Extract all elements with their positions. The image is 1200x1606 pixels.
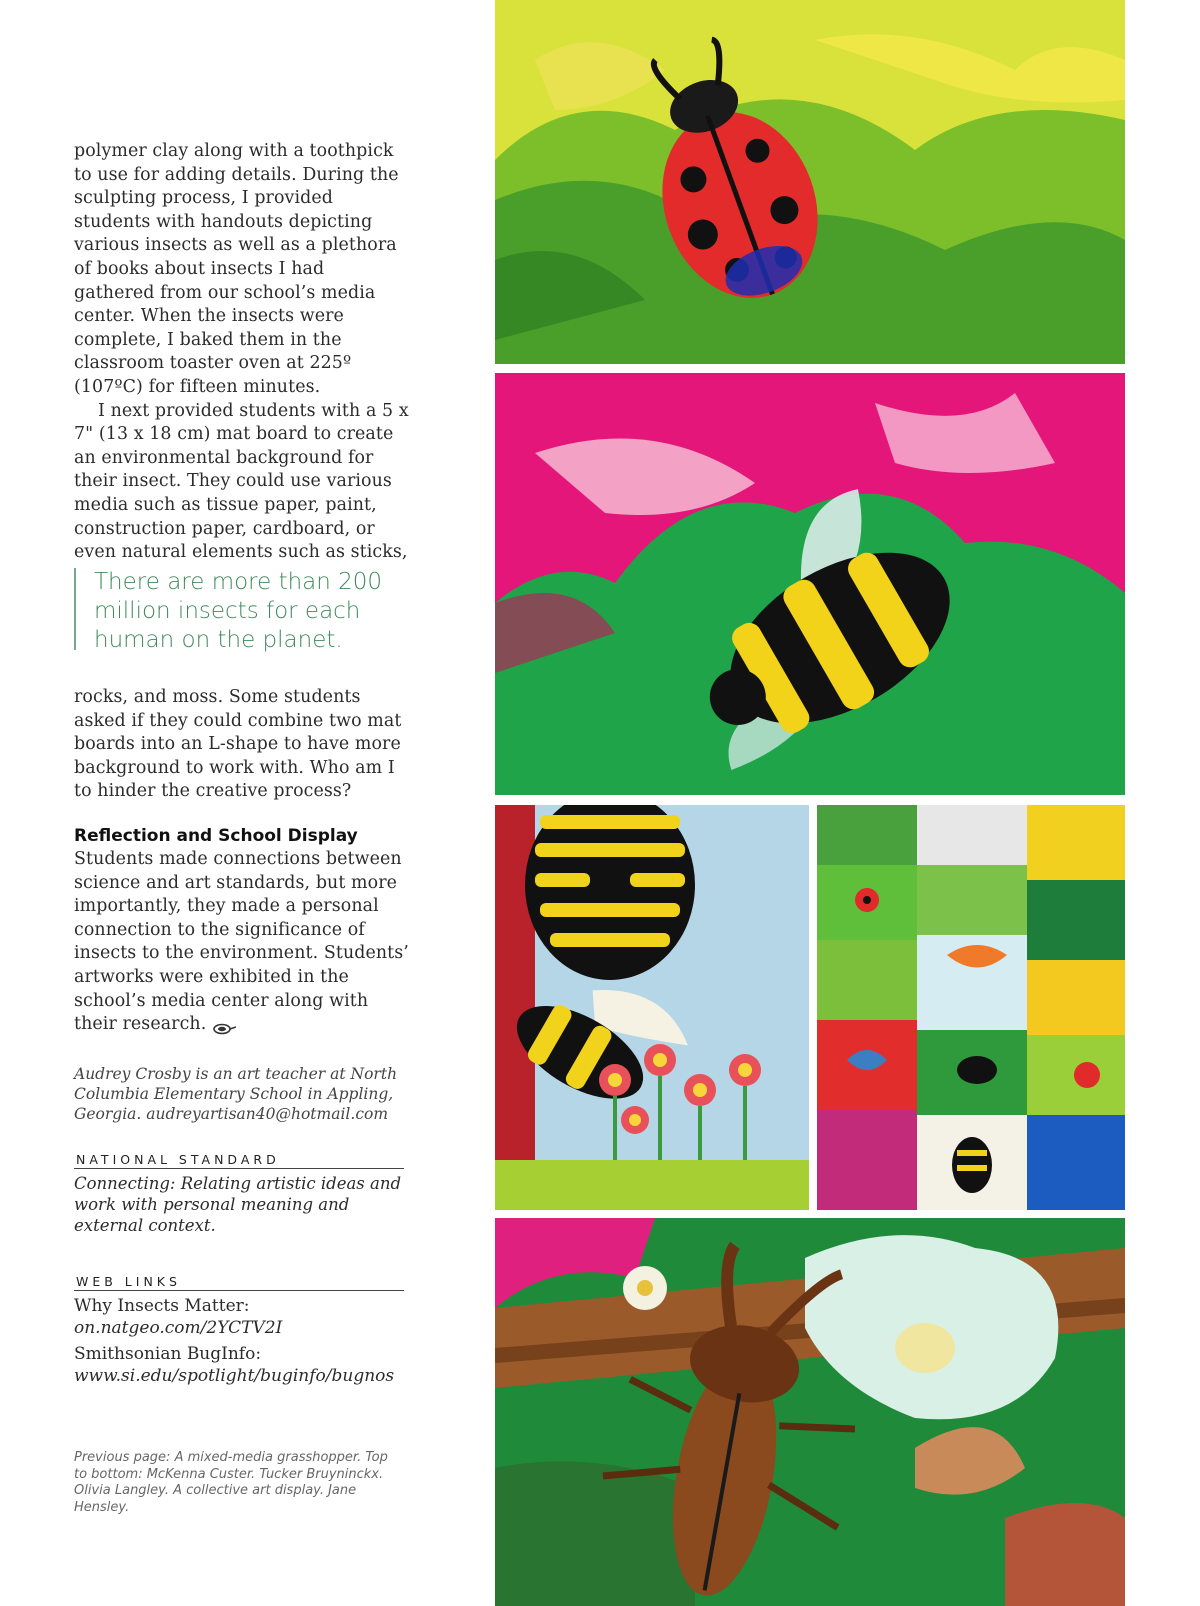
end-mark-icon [212, 1019, 236, 1031]
paragraph-4-text: Students made connections between science and art standards, but more importantly, they made a personal connection to the significance of insects to the environment. Students’ artworks were exhibited in the school’s media center along with their research. [74, 849, 409, 1035]
national-standard-box [74, 1152, 409, 1236]
bumblebee-artwork-icon [495, 373, 1125, 795]
web-link-1-name: Why Insects Matter: [74, 1296, 250, 1316]
bee-hive-artwork-icon [495, 805, 809, 1210]
collage-display-photo [817, 805, 1125, 1210]
article-column-top [74, 140, 409, 565]
paragraph-1: polymer clay along with a toothpick to use for adding details. During the sculpting process, I provided students with handouts depicting various insects as well as a plethora of books about insects I had gathered from our school’s media center. When the insects were complete, I baked them in the classroom toaster oven at 225º (107ºC) for fifteen minutes. [74, 141, 399, 397]
reflection-section [74, 826, 409, 1037]
web-link-2[interactable] [74, 1343, 409, 1387]
bee-hive-artwork-photo [495, 805, 809, 1210]
beetle-artwork-photo [495, 1218, 1125, 1606]
pull-quote-line-1: There are more than 200 [94, 569, 383, 595]
bumblebee-artwork-photo [495, 373, 1125, 795]
article-column-bottom [74, 686, 409, 804]
web-links-label: WEB LINKS [74, 1274, 404, 1291]
national-standard-text: Connecting: Relating artistic ideas and work with personal meaning and external context. [74, 1174, 402, 1235]
author-bio: Audrey Crosby is an art teacher at North Columbia Elementary School in Appling, Georgia. audreyartisan40@hotmail.com [74, 1065, 398, 1123]
collage-display-icon [817, 805, 1125, 1210]
web-link-2-name: Smithsonian BugInfo: [74, 1344, 262, 1364]
pull-quote-line-3: human on the planet. [94, 627, 343, 653]
web-link-2-url[interactable]: www.si.edu/spotlight/buginfo/bugnos [74, 1366, 395, 1386]
ladybug-artwork-icon [495, 0, 1125, 364]
section-heading: Reflection and School Display [74, 826, 358, 846]
paragraph-4 [74, 848, 409, 1037]
beetle-artwork-icon [495, 1218, 1125, 1606]
web-link-1-url[interactable]: on.natgeo.com/2YCTV2I [74, 1318, 283, 1338]
photo-caption: Previous page: A mixed-media grasshopper. Top to bottom: McKenna Custer. Tucker Bruyninckx. Olivia Langley. A collective art display. Jane Hensley. [74, 1450, 388, 1515]
paragraph-3: rocks, and moss. Some students asked if they could combine two mat boards into an L-shape to have more background to work with. Who am I to hinder the creative process? [74, 687, 402, 802]
web-link-1[interactable] [74, 1295, 409, 1339]
web-links-box [74, 1274, 409, 1387]
pull-quote [74, 568, 429, 653]
national-standard-label: NATIONAL STANDARD [74, 1152, 404, 1169]
pull-quote-line-2: million insects for each [94, 598, 361, 624]
paragraph-2: I next provided students with a 5 x 7" (13 x 18 cm) mat board to create an environmental background for their insect. They could use various media such as tissue paper, paint, construction paper, cardboard, or even natural elements such as sticks, [74, 400, 409, 563]
ladybug-artwork-photo [495, 0, 1125, 364]
